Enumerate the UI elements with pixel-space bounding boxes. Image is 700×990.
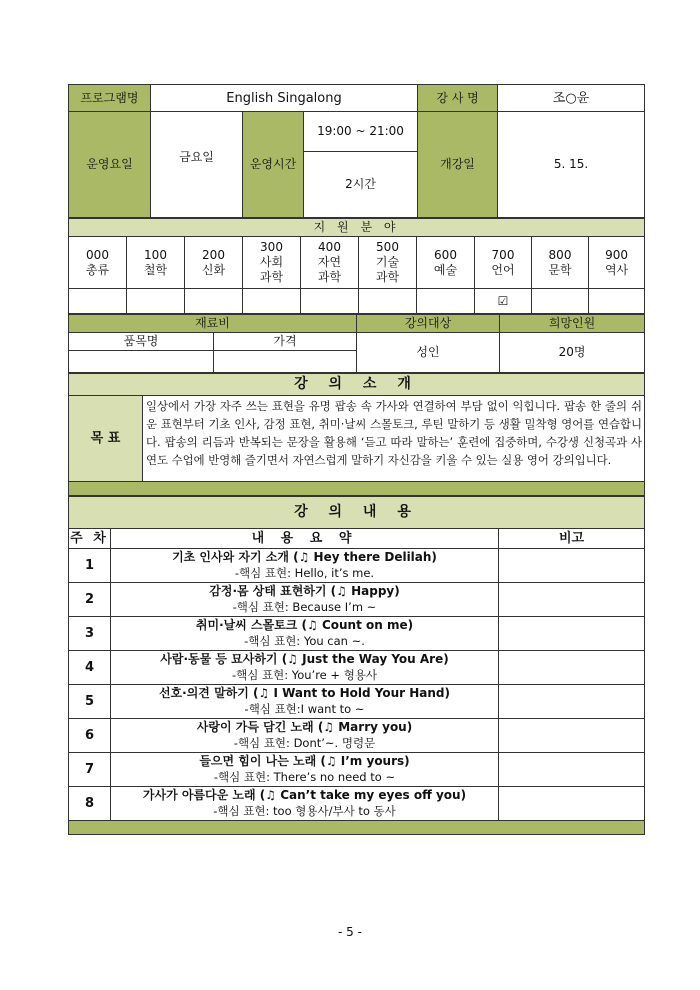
week-number: 1 (69, 549, 111, 583)
page-number: - 5 - (338, 925, 362, 939)
support-field-300 (243, 237, 301, 289)
week-note (499, 787, 645, 821)
support-field-code: 300 (260, 240, 283, 254)
week-core-expression: -핵심 표현: Hello, it’s me. (111, 566, 499, 583)
support-field-000 (69, 237, 127, 289)
week-title: 감정·몸 상태 표현하기 (♫ Happy) (111, 583, 499, 600)
support-field-code: 000 (86, 247, 109, 262)
week-note (499, 549, 645, 583)
support-field-200 (185, 237, 243, 289)
support-field-name: 언어 (491, 262, 515, 277)
week-title: 사람·동물 등 묘사하기 (♫ Just the Way You Are) (111, 651, 499, 668)
intro-title: 강 의 소 개 (69, 374, 645, 396)
support-field-100 (127, 237, 185, 289)
content-bottom-band (69, 821, 645, 835)
week-core-expression: -핵심 표현: You can ~. (111, 634, 499, 651)
program-info-table (68, 84, 645, 218)
capacity-value: 20명 (500, 333, 645, 373)
goal-label: 목 표 (69, 396, 143, 482)
week-note (499, 651, 645, 685)
price-value (214, 351, 357, 373)
support-check-700[interactable]: ☑ (475, 289, 532, 314)
week-title: 가사가 아름다운 노래 (♫ Can’t take my eyes off you) (111, 787, 499, 804)
duration-value: 2시간 (304, 152, 418, 218)
open-date-label: 개강일 (418, 112, 498, 218)
time-value: 19:00 ~ 21:00 (304, 112, 418, 152)
week-core-expression: -핵심 표현:I want to ~ (111, 702, 499, 719)
week-note (499, 719, 645, 753)
support-field-code: 900 (605, 247, 628, 262)
week-core-expression: -핵심 표현: There’s no need to ~ (111, 770, 499, 787)
support-field-name: 역사 (604, 262, 629, 277)
support-field-code: 500 (376, 240, 399, 254)
instructor-value: 조○윤 (498, 85, 645, 112)
support-field-code: 200 (202, 247, 225, 262)
program-name-value: English Singalong (151, 85, 418, 112)
support-title: 지 원 분 야 (69, 219, 645, 237)
support-check-500[interactable] (359, 289, 417, 314)
target-value: 성인 (357, 333, 500, 373)
week-note (499, 753, 645, 787)
week-number: 4 (69, 651, 111, 685)
goal-text: 일상에서 가장 자주 쓰는 표현을 유명 팝송 속 가사와 연결하여 부담 없이 익힙니다. 팝송 한 줄의 쉬운 표현부터 기초 인사, 감정 표현, 취미·날씨 스몰토크, 루틴 말하기 등 생활 밀착형 영어를 연습합니다. 팝송의 리듬과 반복되는 문장을 활용해 ‘듣고 따라 말하는’ 훈련에 집중하며, 수강생 신청곡과 사연도 수업에 반영해 즐기면서 자연스럽게 말하기 자신감을 키울 수 있는 실용 영어 강의입니다. (143, 396, 645, 482)
week-note (499, 685, 645, 719)
support-field-name: 기술 과학 (375, 255, 400, 284)
support-field-900 (589, 237, 645, 289)
support-field-name: 신화 (201, 262, 226, 277)
week-title: 들으면 힘이 나는 노래 (♫ I’m yours) (111, 753, 499, 770)
week-core-expression: -핵심 표현: You’re + 형용사 (111, 668, 499, 685)
day-value: 금요일 (151, 112, 243, 218)
support-field-500 (359, 237, 417, 289)
support-check-100[interactable] (127, 289, 185, 314)
week-number: 8 (69, 787, 111, 821)
week-number: 6 (69, 719, 111, 753)
intro-table (68, 373, 645, 496)
intro-divider (69, 482, 645, 496)
program-name-label: 프로그램명 (69, 85, 151, 112)
support-fields-table (68, 218, 645, 314)
note-header: 비고 (499, 529, 645, 549)
item-name-value (69, 351, 214, 373)
support-field-800 (532, 237, 589, 289)
support-field-600 (417, 237, 475, 289)
content-title: 강 의 내 용 (69, 497, 645, 529)
week-title: 취미·날씨 스몰토크 (♫ Count on me) (111, 617, 499, 634)
capacity-label: 희망인원 (500, 315, 645, 333)
support-check-000[interactable] (69, 289, 127, 314)
materials-label: 재료비 (69, 315, 357, 333)
target-label: 강의대상 (357, 315, 500, 333)
support-field-code: 800 (548, 247, 572, 262)
support-field-name: 총류 (85, 262, 110, 277)
item-name-label: 품목명 (69, 333, 214, 351)
open-date-value: 5. 15. (498, 112, 645, 218)
support-check-400[interactable] (301, 289, 359, 314)
week-title: 사랑이 가득 담긴 노래 (♫ Marry you) (111, 719, 499, 736)
time-label: 운영시간 (243, 112, 304, 218)
support-field-code: 100 (144, 247, 167, 262)
support-field-name: 철학 (143, 262, 168, 277)
support-field-name: 사회 과학 (259, 255, 284, 284)
week-core-expression: -핵심 표현: Dont’~. 명령문 (111, 736, 499, 753)
support-check-900[interactable] (589, 289, 645, 314)
content-table (68, 496, 645, 835)
week-number: 5 (69, 685, 111, 719)
support-field-code: 600 (434, 247, 457, 262)
instructor-label: 강 사 명 (418, 85, 498, 112)
week-title: 기초 인사와 자기 소개 (♫ Hey there Delilah) (111, 549, 499, 566)
support-check-600[interactable] (417, 289, 475, 314)
support-field-name: 자연 과학 (317, 255, 342, 284)
week-number: 2 (69, 583, 111, 617)
lecture-plan-form (68, 84, 644, 835)
summary-header: 내 용 요 약 (111, 529, 499, 549)
week-number: 3 (69, 617, 111, 651)
materials-table (68, 314, 645, 373)
week-note (499, 583, 645, 617)
support-field-name: 문학 (548, 262, 572, 277)
price-label: 가격 (214, 333, 357, 351)
support-check-800[interactable] (532, 289, 589, 314)
week-number: 7 (69, 753, 111, 787)
week-core-expression: -핵심 표현: Because I’m ~ (111, 600, 499, 617)
week-title: 선호·의견 말하기 (♫ I Want to Hold Your Hand) (111, 685, 499, 702)
support-check-200[interactable] (185, 289, 243, 314)
week-header: 주 차 (69, 529, 111, 549)
support-field-400 (301, 237, 359, 289)
support-field-code: 700 (491, 247, 515, 262)
week-core-expression: -핵심 표현: too 형용사/부사 to 동사 (111, 804, 499, 821)
support-field-code: 400 (318, 240, 341, 254)
week-note (499, 617, 645, 651)
support-check-300[interactable] (243, 289, 301, 314)
support-field-700 (475, 237, 532, 289)
day-label: 운영요일 (69, 112, 151, 218)
support-field-name: 예술 (433, 262, 458, 277)
